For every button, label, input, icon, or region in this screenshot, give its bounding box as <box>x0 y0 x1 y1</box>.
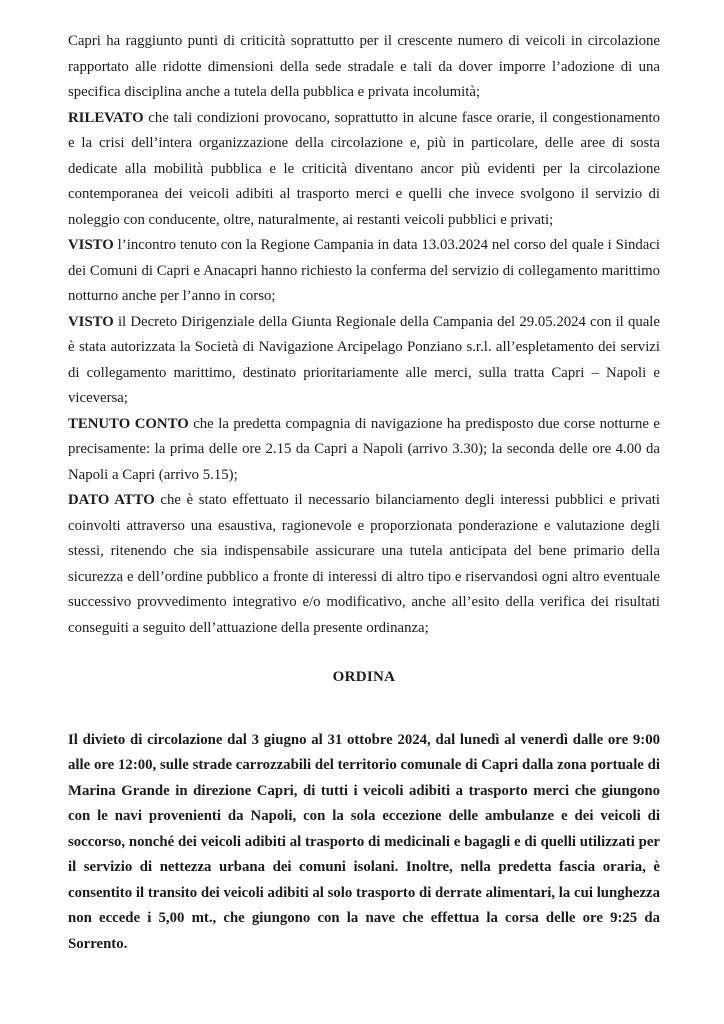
paragraph-visto-1 <box>68 233 660 310</box>
paragraph-lead: RILEVATO <box>68 109 144 126</box>
paragraph-lead: TENUTO CONTO <box>68 415 189 432</box>
paragraph-lead: VISTO <box>68 313 114 330</box>
paragraph-rilevato <box>68 106 660 234</box>
paragraph-text: che la predetta compagnia di navigazione ha predisposto due corse notturne e precisamente: la prima delle ore 2.15 da Capri a Napoli (arrivo 3.30); la seconda delle ore 4.00 da Napoli a Capri (arrivo 5.15); <box>68 415 660 483</box>
paragraph-text: che è stato effettuato il necessario bilanciamento degli interessi pubblici e privati coinvolti attraverso una esaustiva, ragionevole e proporzionata ponderazione e valutazione degli stessi, ritenendo che sia indispensabile assicurare una tutela anticipata del bene primario della sicurezza e dell’ordine pubblico a fronte di interessi di altro tipo e riservandosi ogni altro eventuale successivo provvedimento integrativo e/o modificativo, anche all’esito della verifica dei risultati conseguiti a seguito dell’attuazione della presente ordinanza; <box>68 492 660 636</box>
paragraph-text: l’incontro tenuto con la Regione Campania in data 13.03.2024 nel corso del quale i Sindaci dei Comuni di Capri e Anacapri hanno richiesto la conferma del servizio di collegamento marittimo notturno anche per l’anno in corso; <box>68 237 660 304</box>
paragraph-visto-2 <box>68 310 660 412</box>
paragraph-continuation <box>68 29 660 106</box>
paragraph-lead: VISTO <box>68 237 114 253</box>
paragraph-tenuto-conto <box>68 412 660 489</box>
ordina-heading: ORDINA <box>332 669 396 685</box>
paragraph-text: Capri ha raggiunto punti di criticità soprattutto per il crescente numero di veicoli in circolazione rapportato alle ridotte dimensioni della sede stradale e tali da dover imporre l’adozione di una specifica disciplina anche a tutela della pubblica e privata incolumità; <box>68 33 660 100</box>
order-paragraph: Il divieto di circolazione dal 3 giugno al 31 ottobre 2024, dal lunedì al venerdì dalle ore 9:00 alle ore 12:00, sulle strade carrozzabili del territorio comunale di Capri dalla zona portuale di Marina Grande in direzione Capri, di tutti i veicoli adibiti a trasporto merci che giungono con le navi provenienti da Napoli, con la sola eccezione delle ambulanze e dei veicoli di soccorso, nonché dei veicoli adibiti al trasporto di medicinali e bagagli e di quelli utilizzati per il servizio di nettezza urbana dei comuni isolani. Inoltre, nella predetta fascia oraria, è consentito il transito dei veicoli adibiti al solo trasporto di derrate alimentari, la cui lunghezza non eccede i 5,00 mt., che giungono con la nave che effettua la corsa delle ore 9:25 da Sorrento. <box>68 731 660 952</box>
paragraph-lead: DATO ATTO <box>68 492 155 508</box>
paragraph-text: che tali condizioni provocano, soprattutto in alcune fasce orarie, il congestionamento e la crisi dell’intera organizzazione della circolazione e, più in particolare, delle aree di sosta dedicate alla mobilità pubblica e le criticità diventano ancor più evidenti per la circolazione contemporanea dei veicoli adibiti al trasporto merci e quelli che invece svolgono il servizio di noleggio con conducente, oltre, naturalmente, ai restanti veicoli pubblici e privati; <box>68 109 660 228</box>
paragraph-text: il Decreto Dirigenziale della Giunta Regionale della Campania del 29.05.2024 con il quale è stata autorizzata la Società di Navigazione Arcipelago Ponziano s.r.l. all’espletamento dei servizi di collegamento marittimo, destinato prioritariamente alle merci, sulla tratta Capri – Napoli e viceversa; <box>68 313 660 406</box>
paragraph-dato-atto <box>68 488 660 641</box>
